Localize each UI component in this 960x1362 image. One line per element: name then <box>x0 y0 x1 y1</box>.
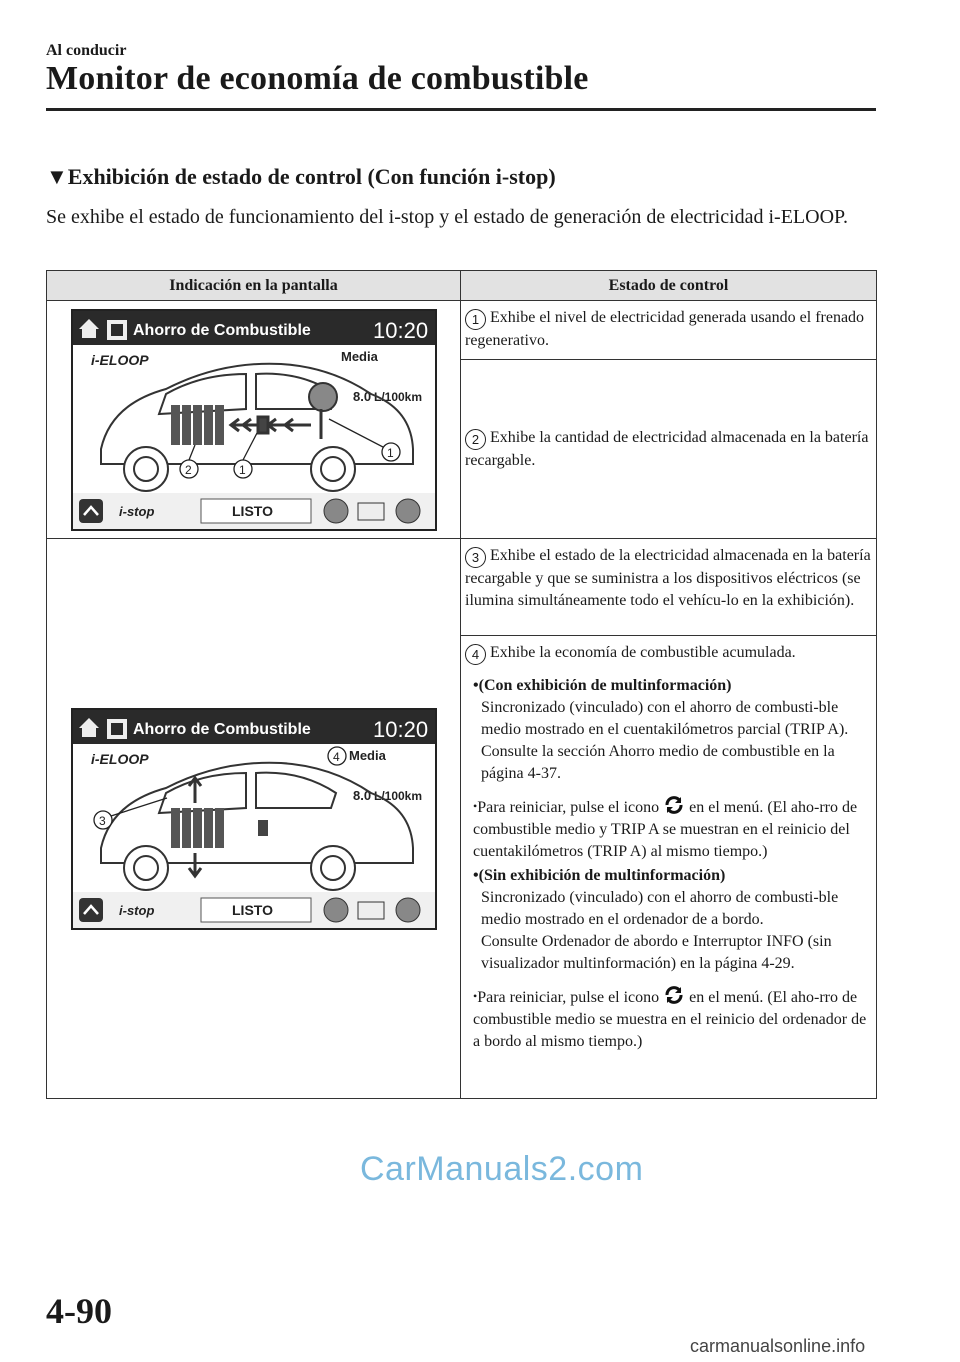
ac-icon <box>396 898 420 922</box>
col-header-status: Estado de control <box>461 271 877 301</box>
media-label: Media <box>348 747 386 763</box>
screen-title: Ahorro de Combustible <box>132 321 311 339</box>
fuel-unit: L/100km <box>373 788 422 803</box>
page-title: Monitor de economía de combustible <box>46 60 589 97</box>
callout-4-label: 4 <box>332 749 340 764</box>
battery-bars <box>171 405 224 445</box>
eloop-label: i-ELOOP <box>90 351 149 368</box>
steering-icon <box>324 499 348 523</box>
screen-cell-1 <box>47 301 461 539</box>
fuel-value: 8.0 <box>352 787 371 803</box>
circled-4-icon: 4 <box>465 644 486 665</box>
battery-icon <box>358 503 384 520</box>
eloop-label: i-ELOOP <box>90 750 149 767</box>
section-intro: Se exhibe el estado de funcionamiento del i-stop y el estado de generación de electricidad i-ELOOP. <box>46 206 848 228</box>
fuel-unit: L/100km <box>373 389 422 404</box>
with-multiinfo-text-1: Sincronizado (vinculado) con el ahorro de combusti-ble medio mostrado en el cuentakilómetros parcial (TRIP A). <box>481 699 849 738</box>
istop-label: i-stop <box>118 503 154 519</box>
section-heading: ▼Exhibición de estado de control (Con función i-stop) <box>46 164 556 189</box>
app-icon <box>107 719 127 739</box>
col-header-display: Indicación en la pantalla <box>47 271 461 301</box>
desc-4-lead: Exhibe la economía de combustible acumulada. <box>490 644 796 661</box>
circled-2-icon: 2 <box>465 429 486 450</box>
desc-row-2 <box>461 360 877 539</box>
desc-1-text: Exhibe el nivel de electricidad generada usando el frenado regenerativo. <box>465 309 865 349</box>
without-multiinfo-text-1: Sincronizado (vinculado) con el ahorro de combusti-ble medio mostrado en el ordenador de a bordo. <box>481 889 839 928</box>
page-number: 4-90 <box>46 1291 112 1331</box>
callout-2-label: 2 <box>184 462 192 477</box>
steering-icon <box>324 898 348 922</box>
title-rule <box>46 108 876 111</box>
callout-3-label: 3 <box>98 813 106 828</box>
watermark: CarManuals2.com <box>360 1150 644 1188</box>
media-label: Media <box>340 348 378 364</box>
ac-icon <box>396 499 420 523</box>
screen-time: 10:20 <box>372 317 428 343</box>
reset-icon <box>663 985 685 1005</box>
chevron-up-icon <box>79 499 103 523</box>
battery-icon <box>358 902 384 919</box>
fuel-value: 8.0 <box>352 388 371 404</box>
without-multiinfo-heading: •(Sin exhibición de multinformación) <box>473 867 726 884</box>
footer-site: carmanualsonline.info <box>690 1336 866 1356</box>
control-table <box>46 270 877 1099</box>
desc-row-1 <box>461 301 877 360</box>
screen-title: Ahorro de Combustible <box>132 720 311 738</box>
screen-cell-2 <box>47 539 461 1099</box>
with-multiinfo-reset: •Para reiniciar, pulse el icono en el menú. (El aho-rro de combustible medio y TRIP A se muestran en el reinicio del cuentakilómetros (TRIP A) al mismo tiempo.) <box>465 795 872 863</box>
desc-2-text: Exhibe la cantidad de electricidad almacenada en la batería recargable. <box>465 428 869 469</box>
chevron-up-icon <box>79 898 103 922</box>
desc-3-text: Exhibe el estado de la electricidad almacenada en la batería recargable y que se suministra a los dispositivos eléctricos (se ilumina simultáneamente todo el vehícu-lo en la exhibición). <box>465 547 871 609</box>
fuel-economy-screen-1 <box>71 309 437 531</box>
desc-row-3 <box>461 539 877 636</box>
fuel-economy-screen-2 <box>71 708 437 930</box>
callout-1b-label: 1 <box>386 445 394 460</box>
callout-1-label: 1 <box>238 462 246 477</box>
screen-time: 10:20 <box>372 716 428 742</box>
istop-label: i-stop <box>118 902 154 918</box>
status-label: LISTO <box>231 502 273 519</box>
without-multiinfo-text-2: Consulte Ordenador de abordo e Interruptor INFO (sin visualizador multinformación) en la página 4-29. <box>481 933 832 972</box>
with-multiinfo-text-2: Consulte la sección Ahorro medio de combustible en la página 4-37. <box>481 743 835 782</box>
status-label: LISTO <box>231 901 273 918</box>
with-multiinfo-heading: •(Con exhibición de multinformación) <box>473 677 732 694</box>
without-multiinfo-reset: •Para reiniciar, pulse el icono en el menú. (El aho-rro de combustible medio se muestra en el reinicio del ordenador de a bordo al mismo tiempo.) <box>465 985 872 1053</box>
reset-icon <box>663 795 685 815</box>
circled-1-icon: 1 <box>465 309 486 330</box>
app-icon <box>107 320 127 340</box>
circled-3-icon: 3 <box>465 547 486 568</box>
desc-row-4 <box>461 636 877 1099</box>
running-head: Al conducir <box>46 42 127 59</box>
